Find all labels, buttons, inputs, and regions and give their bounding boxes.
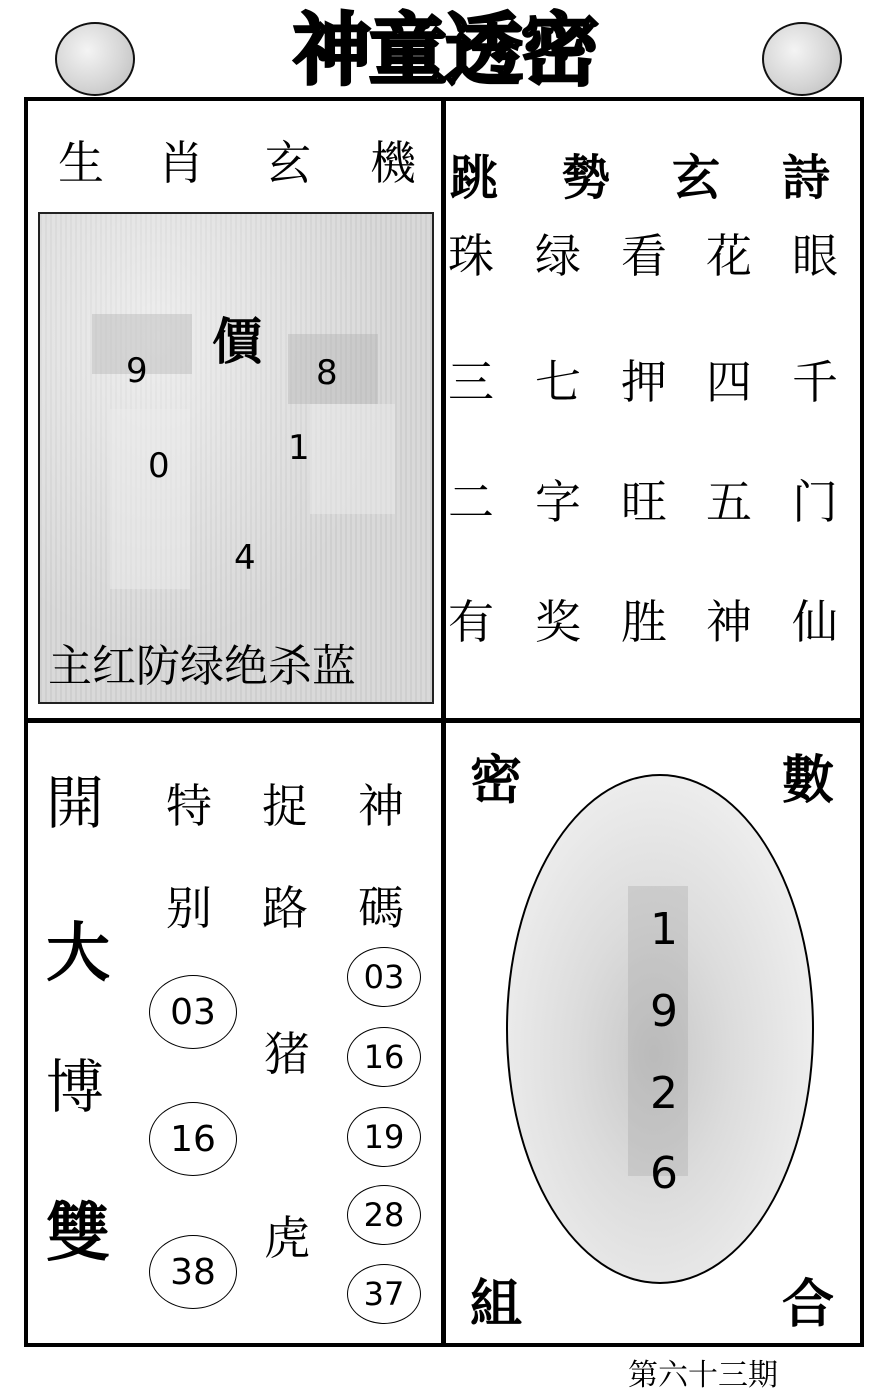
zodiac-heading-char: 玄 xyxy=(265,136,311,190)
poem-char: 胜 xyxy=(621,595,667,649)
poem-char: 有 xyxy=(448,595,494,649)
road-animal: 虎 xyxy=(264,1211,310,1265)
code-number-circle: 16 xyxy=(347,1027,421,1087)
panel-number: 9 xyxy=(126,351,148,391)
road-column-char: 捉 xyxy=(262,779,308,833)
zodiac-panel xyxy=(38,212,434,704)
special-column-char: 特 xyxy=(166,779,212,833)
poem-heading-char: 詩 xyxy=(782,150,831,206)
secret-digit: 2 xyxy=(650,1068,678,1119)
special-column-char: 别 xyxy=(166,881,212,935)
panel-center-char: 價 xyxy=(212,313,262,371)
poem-char: 字 xyxy=(535,475,581,529)
poem-heading-char: 跳 xyxy=(450,150,499,206)
decorative-orb-left xyxy=(55,22,135,96)
road-animal: 猪 xyxy=(264,1027,310,1081)
poem-char: 花 xyxy=(706,229,752,283)
special-number-circle: 38 xyxy=(149,1235,237,1309)
horizontal-divider xyxy=(24,718,864,723)
road-column-char: 路 xyxy=(262,881,308,935)
zodiac-heading-char: 生 xyxy=(58,136,104,190)
corner-char: 密 xyxy=(470,751,523,811)
page-title: 神童透密 xyxy=(292,6,597,96)
poem-char: 押 xyxy=(621,355,667,409)
poem-char: 神 xyxy=(706,595,752,649)
poem-char: 七 xyxy=(535,355,581,409)
poem-char: 二 xyxy=(448,475,494,529)
poem-char: 绿 xyxy=(535,229,581,283)
poem-char: 门 xyxy=(792,475,838,529)
poem-char: 四 xyxy=(706,355,752,409)
poem-char: 珠 xyxy=(448,229,494,283)
poem-char: 奖 xyxy=(535,595,581,649)
decorative-orb-right xyxy=(762,22,842,96)
poem-char: 三 xyxy=(448,355,494,409)
secret-digit: 1 xyxy=(650,904,678,955)
special-number-circle: 03 xyxy=(149,975,237,1049)
panel-number: 0 xyxy=(148,446,170,486)
panel-shade xyxy=(310,404,395,514)
poem-char: 旺 xyxy=(621,475,667,529)
corner-char: 數 xyxy=(782,751,835,811)
panel-number: 1 xyxy=(288,428,310,468)
secret-digit: 6 xyxy=(650,1148,678,1199)
left-column-char: 開 xyxy=(46,769,105,837)
poem-char: 眼 xyxy=(792,229,838,283)
left-column-char: 大 xyxy=(46,917,110,991)
panel-footer-text: 主红防绿绝杀蓝 xyxy=(48,641,356,692)
zodiac-heading-char: 肖 xyxy=(158,136,204,190)
poem-heading-char: 勢 xyxy=(562,150,611,206)
code-number-circle: 03 xyxy=(347,947,421,1007)
code-number-circle: 37 xyxy=(347,1264,421,1324)
issue-label: 第六十三期 xyxy=(628,1358,778,1393)
zodiac-heading-char: 機 xyxy=(370,136,416,190)
poem-char: 千 xyxy=(792,355,838,409)
panel-number: 4 xyxy=(234,538,256,578)
code-number-circle: 19 xyxy=(347,1107,421,1167)
panel-shade xyxy=(110,409,190,589)
poem-char: 五 xyxy=(706,475,752,529)
poem-char: 看 xyxy=(621,229,667,283)
left-column-char: 雙 xyxy=(46,1197,110,1271)
code-number-circle: 28 xyxy=(347,1185,421,1245)
poem-heading-char: 玄 xyxy=(672,150,721,206)
secret-digit: 9 xyxy=(650,986,678,1037)
corner-char: 合 xyxy=(782,1275,835,1335)
code-column-char: 碼 xyxy=(358,881,404,935)
secret-oval xyxy=(506,774,814,1284)
panel-number: 8 xyxy=(316,353,338,393)
left-column-char: 博 xyxy=(46,1053,105,1121)
code-column-char: 神 xyxy=(358,779,404,833)
special-number-circle: 16 xyxy=(149,1102,237,1176)
poem-char: 仙 xyxy=(792,595,838,649)
corner-char: 組 xyxy=(470,1275,523,1335)
